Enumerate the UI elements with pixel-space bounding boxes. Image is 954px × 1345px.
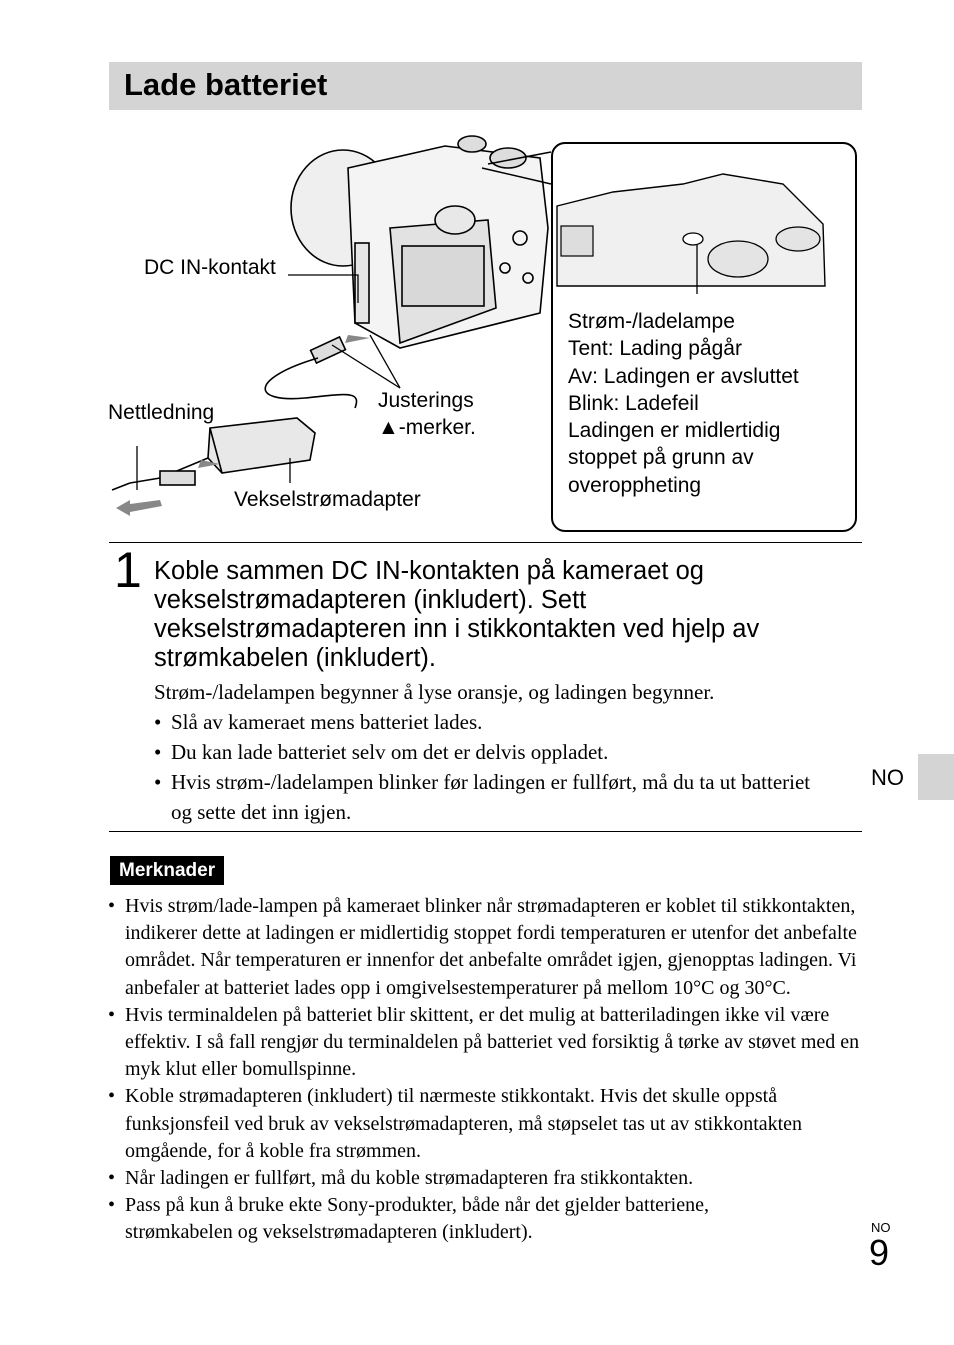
- note-text: Koble strømadapteren (inkludert) til nærmeste stikkontakt. Hvis det skulle oppstå funksjonsfeil ved bruk av vekselstrømadapteren, må støpselet tas ut av stikkontakten omgående, for å koble fra strømmen.: [125, 1085, 803, 1162]
- callout-line: overoppheting: [568, 473, 702, 497]
- step-body: [154, 677, 834, 827]
- list-item: [108, 893, 860, 1002]
- note-text: Når ladingen er fullført, må du koble strømadapteren fra stikkontakten.: [125, 1167, 694, 1190]
- list-item: [154, 737, 834, 767]
- list-item-text: Hvis strøm-/ladelampen blinker før ladingen er fullført, må du ta ut batteriet og sette det inn igjen.: [171, 770, 811, 824]
- callout-line: Blink: Ladefeil: [568, 391, 699, 415]
- callout-line: Strøm-/ladelampe: [568, 310, 735, 333]
- step-intro: Strøm-/ladelampen begynner å lyse oransje, og ladingen begynner.: [154, 680, 715, 704]
- step-number: 1: [114, 542, 142, 598]
- note-text: Pass på kun å bruke ekte Sony-produkter, både når det gjelder batteriene, strømkabelen og vekselstrømadapteren (inkludert).: [125, 1194, 709, 1244]
- callout-line: Av: Ladingen er avsluttet: [568, 364, 799, 388]
- bullet: •: [108, 895, 116, 917]
- page-number: 9: [869, 1232, 890, 1273]
- list-item: [154, 707, 834, 737]
- language-label: NO: [871, 765, 904, 790]
- note-text: Hvis terminaldelen på batteriet blir skittent, er det mulig at batteriladingen ikke vil være effektiv. I så fall rengjør du terminaldelen på batteriet ved forsiktig å tørke av støvet med en myk klut eller bomullspinne.: [125, 1003, 860, 1081]
- callout-line: Tent: Lading pågår: [568, 337, 742, 361]
- list-item: [108, 1165, 860, 1192]
- callout-line: Ladingen er midlertidig: [568, 419, 781, 443]
- bullet: •: [154, 740, 162, 764]
- label-alignment-2: ▲-merker.: [378, 416, 476, 439]
- divider-bottom: [109, 831, 862, 832]
- list-item: [154, 767, 834, 827]
- step-bullet-list: [154, 707, 834, 827]
- bullet: •: [108, 1085, 116, 1108]
- language-tab: [918, 754, 954, 800]
- notes-list: [108, 893, 860, 1247]
- list-item: [108, 1002, 860, 1084]
- bullet: •: [108, 1194, 116, 1217]
- step-heading-line: Koble sammen DC IN-kontakten på kameraet og: [154, 557, 704, 585]
- list-item: [108, 1192, 860, 1246]
- list-item-text: Du kan lade batteriet selv om det er delvis oppladet.: [171, 740, 609, 764]
- divider-top: [109, 542, 862, 543]
- bullet: •: [108, 1003, 116, 1026]
- bullet: •: [154, 770, 162, 794]
- notes-section: [108, 893, 860, 1247]
- bullet: •: [154, 710, 162, 734]
- note-text: Hvis strøm/lade-lampen på kameraet blinker når strømadapteren er koblet til stikkontakten, indikerer dette at ladingen er midlertidig stoppet fordi temperaturen er utenfor det anbefalte området. Når temperaturen er innenfor det anbefalte området igjen, gjenopptas ladingen. Vi anbefaler at batteriet lades opp i omgivelsestemperaturer på mellom 10°C og 30°C.: [125, 895, 857, 999]
- bullet: •: [108, 1167, 116, 1190]
- callout-line: stoppet på grunn av: [568, 446, 754, 470]
- section-title-bar: [109, 62, 862, 110]
- list-item: [108, 1083, 860, 1165]
- label-alignment-1: Justerings: [378, 389, 474, 412]
- notes-badge: Merknader: [110, 856, 224, 885]
- step-heading-line: vekselstrømadapteren inn i stikkontakten ved hjelp av: [154, 615, 760, 643]
- footer-language: NO: [871, 1220, 891, 1235]
- label-dc-in: DC IN-kontakt: [144, 256, 276, 279]
- callout-text: [568, 308, 799, 499]
- label-ac-adapter: Vekselstrømadapter: [234, 488, 421, 511]
- list-item-text: Slå av kameraet mens batteriet lades.: [171, 710, 483, 734]
- camera-closeup-illustration: [553, 144, 853, 294]
- page-title: Lade batteriet: [124, 67, 328, 102]
- step-heading-line: vekselstrømadapteren (inkludert). Sett: [154, 586, 587, 614]
- step-heading: [154, 557, 759, 673]
- callout-pointer: [470, 142, 560, 202]
- step-heading-line: strømkabelen (inkludert).: [154, 644, 437, 672]
- label-mains-cord: Nettledning: [108, 401, 215, 424]
